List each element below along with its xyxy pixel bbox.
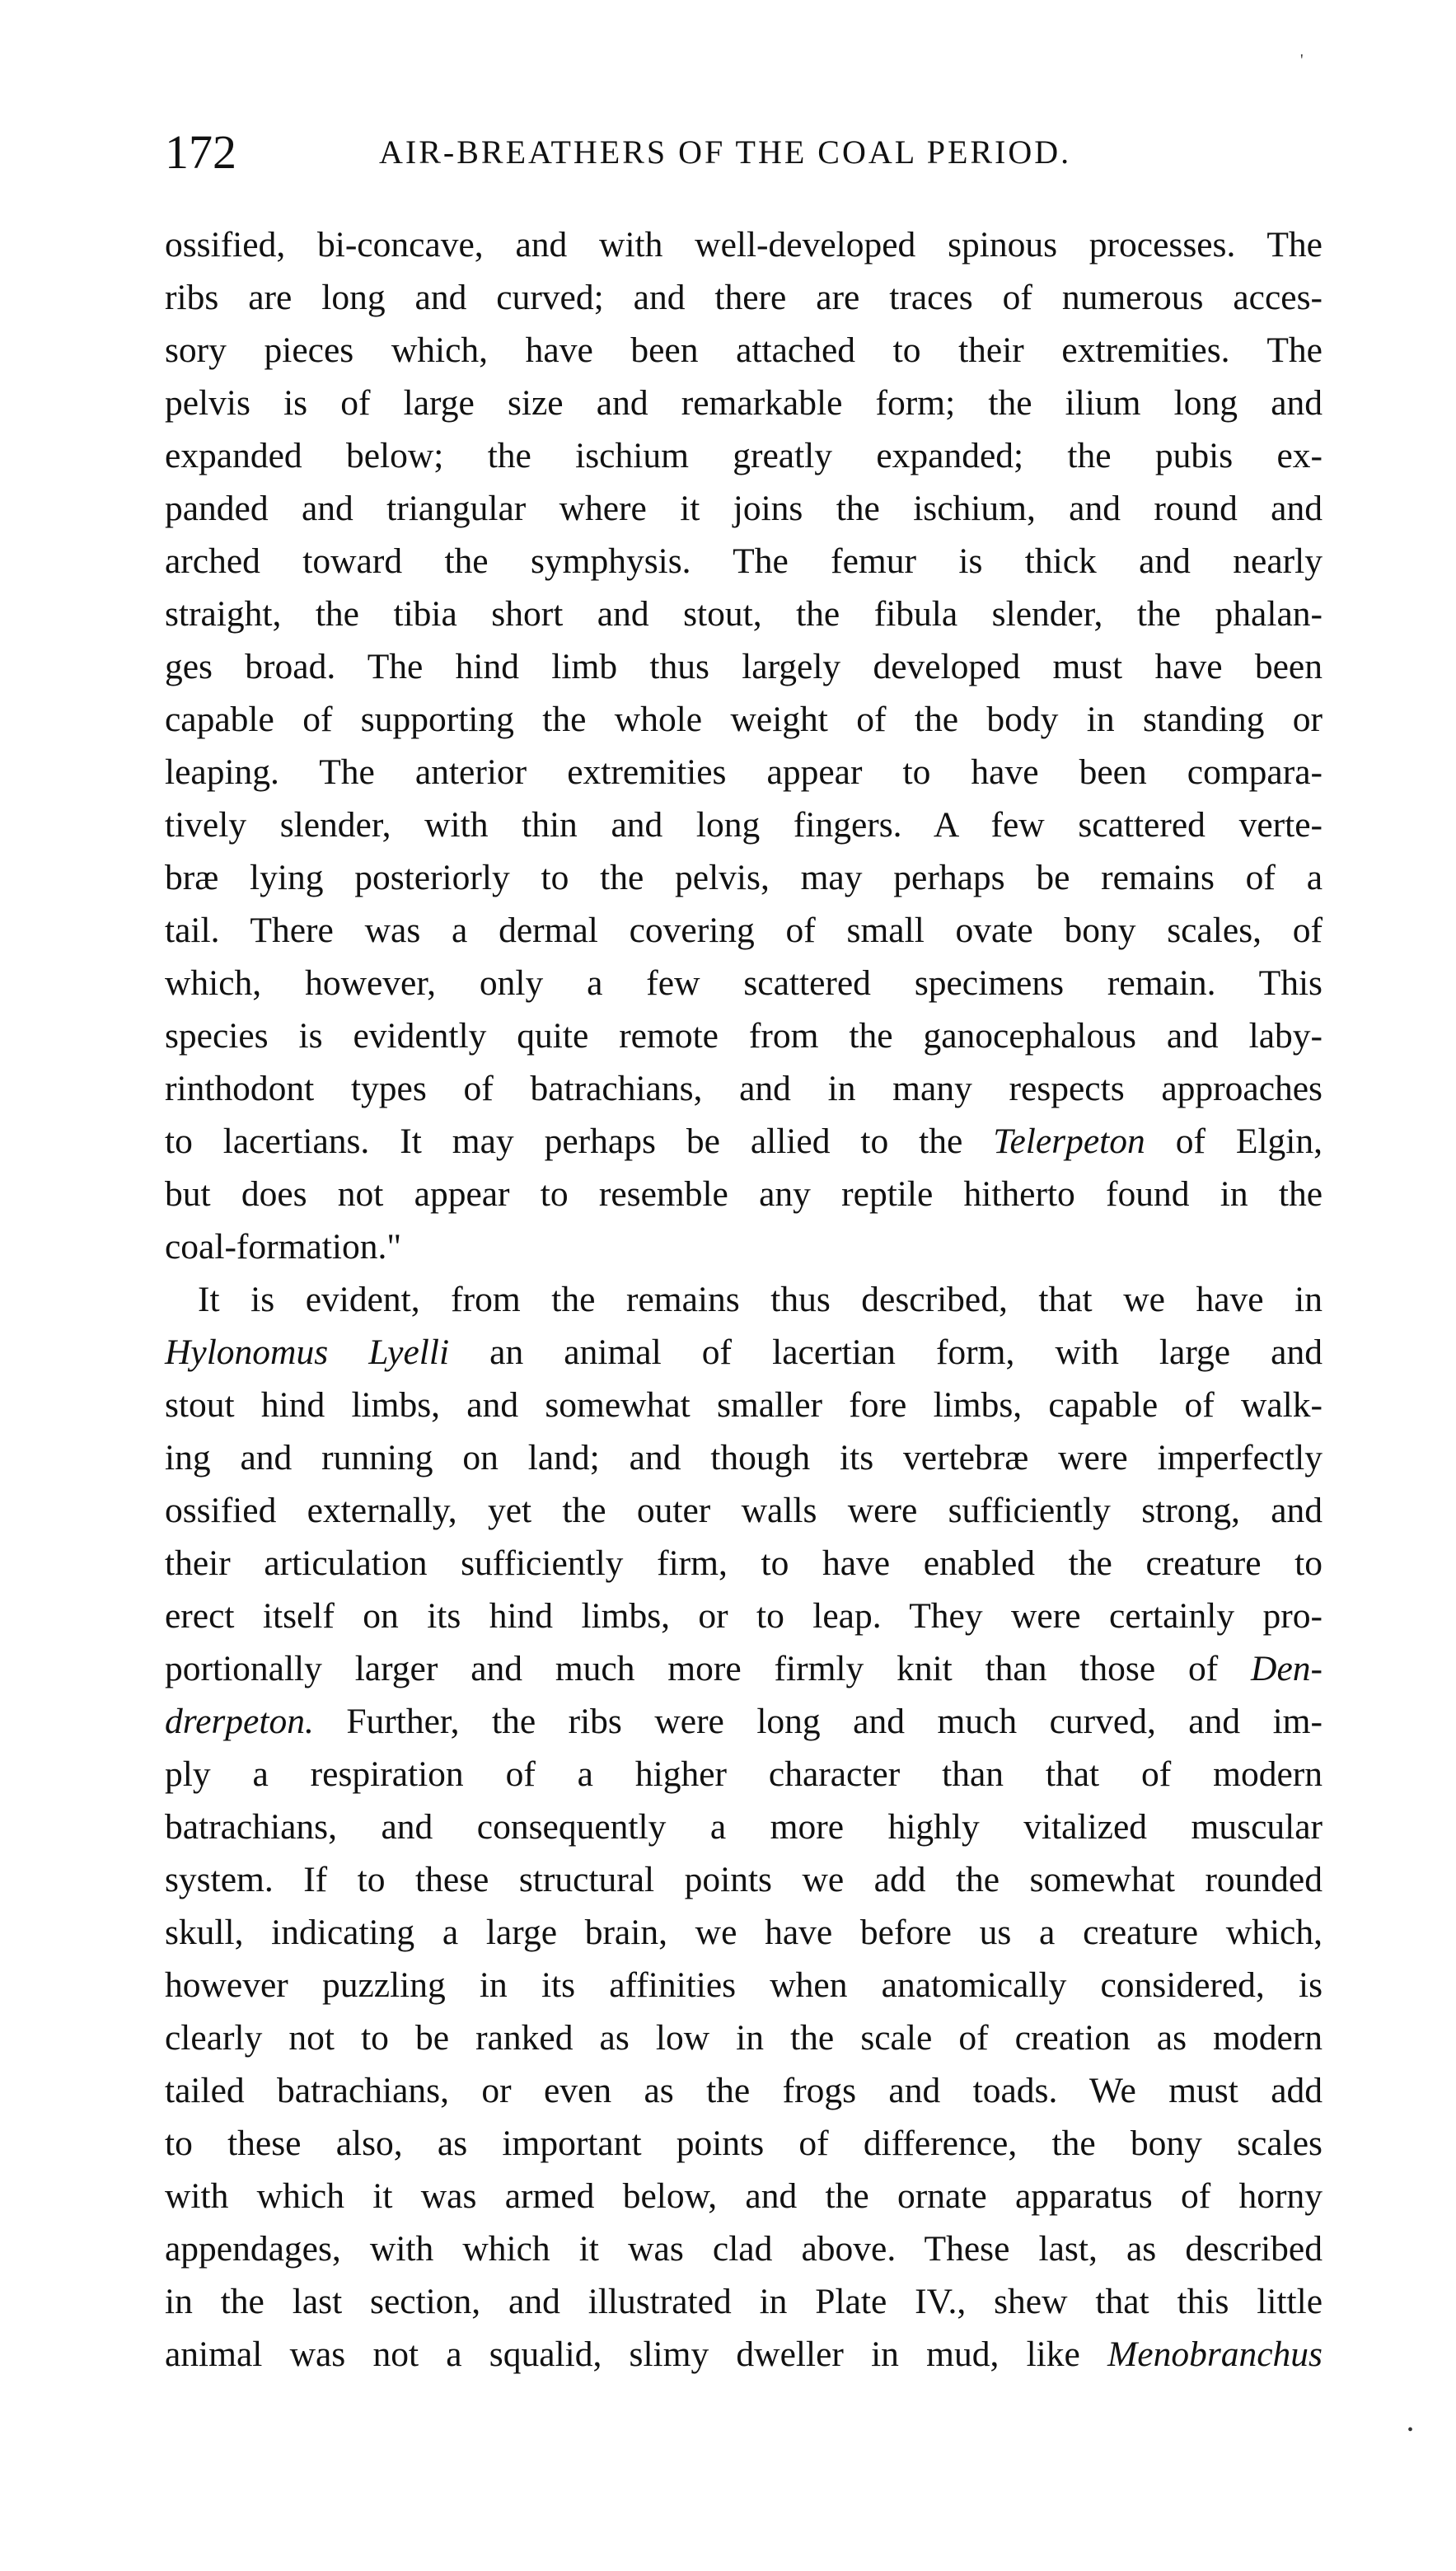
text-line: to these also, as important points of difference, the bony scales: [165, 2124, 1323, 2163]
text-line: ribs are long and curved; and there are traces of numerous acces-: [165, 278, 1323, 317]
stray-mark-bottom: •: [1407, 2421, 1414, 2439]
italic-term-telerpeton: Telerpeton: [993, 1122, 1145, 1161]
text-fragment: animal was not a squalid, slimy dweller in mud, like: [165, 2335, 1108, 2374]
text-line: [165, 1326, 1323, 1379]
text-line: pelvis is of large size and remarkable form; the ilium long and: [165, 383, 1323, 423]
stray-mark-top: ': [1300, 51, 1304, 69]
text-line: ply a respiration of a higher character than that of modern: [165, 1754, 1323, 1794]
text-line: ossified, bi-concave, and with well-developed spinous processes. The: [165, 225, 1323, 265]
text-line: their articulation sufficiently firm, to have enabled the creature to: [165, 1543, 1323, 1583]
text-fragment: portionally larger and much more firmly knit than those of: [165, 1649, 1252, 1688]
text-line: but does not appear to resemble any reptile hitherto found in the: [165, 1174, 1323, 1214]
text-line: capable of supporting the whole weight of the body in standing or: [165, 700, 1323, 739]
text-fragment: to lacertians. It may perhaps be allied to the: [165, 1122, 994, 1161]
running-head: [165, 115, 1323, 190]
text-line: [165, 1695, 1323, 1748]
text-line: ossified externally, yet the outer walls were sufficiently strong, and: [165, 1491, 1323, 1530]
text-line: [165, 1642, 1323, 1695]
text-line: erect itself on its hind limbs, or to leap. They were certainly pro-: [165, 1596, 1323, 1636]
text-line: batrachians, and consequently a more highly vitalized muscular: [165, 1807, 1323, 1847]
text-line: with which it was armed below, and the ornate apparatus of horny: [165, 2176, 1323, 2216]
text-line: which, however, only a few scattered specimens remain. This: [165, 963, 1323, 1003]
text-line: [165, 2328, 1323, 2381]
text-line: ges broad. The hind limb thus largely developed must have been: [165, 647, 1323, 686]
text-line: tail. There was a dermal covering of small ovate bony scales, of: [165, 911, 1323, 950]
text-line: panded and triangular where it joins the ischium, and round and: [165, 489, 1323, 528]
italic-term-dendrerpeton-a: Den-: [1251, 1649, 1323, 1688]
text-line: sory pieces which, have been attached to their extremities. The: [165, 330, 1323, 370]
italic-term-hylonomus: Hylonomus Lyelli: [165, 1332, 450, 1372]
text-line: species is evidently quite remote from the ganocephalous and laby-: [165, 1016, 1323, 1056]
text-line: tively slender, with thin and long fingers. A few scattered verte-: [165, 805, 1323, 845]
text-line: arched toward the symphysis. The femur is thick and nearly: [165, 541, 1323, 581]
text-fragment: of Elgin,: [1145, 1122, 1323, 1161]
text-line: in the last section, and illustrated in Plate IV., shew that this little: [165, 2282, 1323, 2321]
italic-term-dendrerpeton-b: drerpeton.: [165, 1702, 314, 1741]
text-line: rinthodont types of batrachians, and in many respects approaches: [165, 1069, 1323, 1108]
text-line: [165, 1115, 1323, 1168]
text-fragment: an animal of lacertian form, with large and: [449, 1332, 1323, 1372]
text-line: bræ lying posteriorly to the pelvis, may perhaps be remains of a: [165, 858, 1323, 897]
text-line: clearly not to be ranked as low in the scale of creation as modern: [165, 2018, 1323, 2058]
body-text: [165, 218, 1323, 2381]
text-fragment: Further, the ribs were long and much curved, and im-: [313, 1702, 1323, 1741]
text-line: appendages, with which it was clad above. These last, as described: [165, 2229, 1323, 2269]
text-line: It is evident, from the remains thus described, that we have in: [198, 1280, 1323, 1319]
text-line: system. If to these structural points we add the somewhat rounded: [165, 1860, 1323, 1899]
text-line: tailed batrachians, or even as the frogs and toads. We must add: [165, 2071, 1323, 2110]
text-line: skull, indicating a large brain, we have before us a creature which,: [165, 1913, 1323, 1952]
text-line: expanded below; the ischium greatly expanded; the pubis ex-: [165, 436, 1323, 475]
page-number: 172: [165, 125, 236, 179]
text-line: ing and running on land; and though its vertebræ were imperfectly: [165, 1438, 1323, 1478]
running-title: AIR-BREATHERS OF THE COAL PERIOD.: [379, 133, 1072, 171]
text-line: coal-formation.": [165, 1227, 402, 1267]
text-line: leaping. The anterior extremities appear to have been compara-: [165, 752, 1323, 792]
text-line: straight, the tibia short and stout, the fibula slender, the phalan-: [165, 594, 1323, 634]
text-line: however puzzling in its affinities when anatomically considered, is: [165, 1965, 1323, 2005]
italic-term-menobranchus: Menobranchus: [1107, 2335, 1323, 2374]
text-line: stout hind limbs, and somewhat smaller fore limbs, capable of walk-: [165, 1385, 1323, 1425]
